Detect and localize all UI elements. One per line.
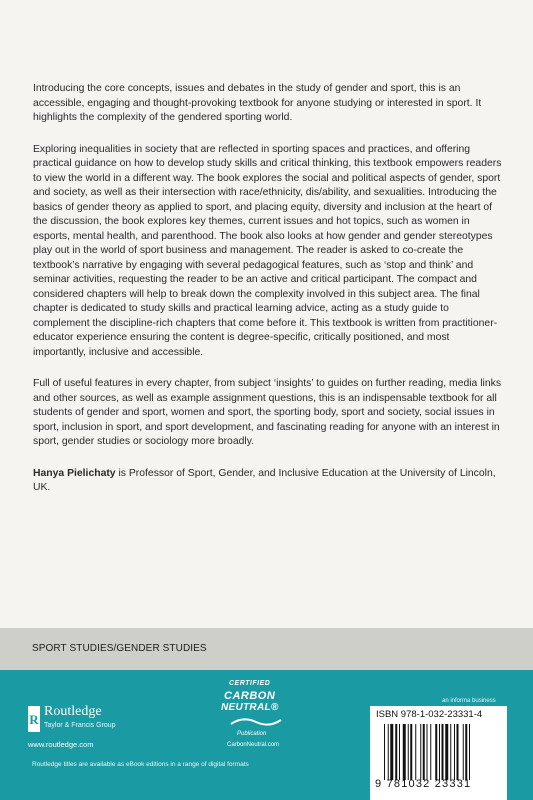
carbon-url: CarbonNeutral.com xyxy=(227,742,280,748)
publisher-name: Routledge xyxy=(44,704,102,719)
back-cover-text xyxy=(33,82,503,513)
informa-text: an informa business xyxy=(442,698,496,704)
carbon-neutral-logo xyxy=(221,676,289,756)
blurb-paragraph-1: Introducing the core concepts, issues and debates in the study of gender and sport, this is an accessible, engaging and thought-provoking textbook for anyone studying or interested in sport. It highlights the complexity of the gendered sporting world. xyxy=(33,83,482,123)
blurb-paragraph-2: Exploring inequalities in society that are reflected in sporting spaces and practices, and offering practical guidance on how to develop study skills and critical thinking, this textbook empowers readers to view the world in a different way. The book explores the social and political aspects of gender, sport and society, as well as their intersection with race/ethnicity, dis/ability, and sexualities. Introducing the basics of gender theory as applied to sport, and placing equity, diversity and inclusion at the heart of the discussion, the book explores key themes, current issues and hot topics, such as women in esports, mental health, and parenthood. The book also looks at how gender and gender stereotypes play out in the world of sport business and management. The reader is asked to co-create the textbook’s narrative by engaging with several pedagogical features, such as ‘stop and think’ and seminar activities, requesting the reader to be an active and critical participant. The compact and considered chapters will help to break down the complexity involved in this subject area. The final chapter is dedicated to study skills and practical learning advice, acting as a study guide to complement the discipline-rich chapters that come before it. This textbook is written from practitioner-educator experience ensuring the content is degree-specific, critically positioned, and most importantly, inclusive and accessible. xyxy=(33,143,502,358)
publisher-footer xyxy=(0,670,533,800)
author-bio-text: is Professor of Sport, Gender, and Inclusive Education at the University of Lincoln, UK. xyxy=(33,467,496,493)
ean-digits: 9 781032 23331 xyxy=(375,778,472,790)
author-bio xyxy=(33,467,503,496)
isbn-barcode xyxy=(370,706,507,800)
ebook-note: Routledge titles are available as eBook editions in a range of digital formats xyxy=(32,761,249,768)
routledge-r-icon xyxy=(28,706,40,732)
carbon-certified-text: CERTIFIED xyxy=(229,680,271,687)
carbon-text: CARBON xyxy=(224,690,276,702)
carbon-publication-text: Publication xyxy=(237,731,267,737)
subject-band xyxy=(0,628,533,670)
publisher-url: www.routledge.com xyxy=(28,740,94,749)
barcode-icon xyxy=(384,724,502,780)
carbon-neutral-text: NEUTRAL® xyxy=(221,702,279,713)
publisher-group: Taylor & Francis Group xyxy=(44,722,116,729)
author-name: Hanya Pielichaty xyxy=(33,467,116,479)
isbn-label: ISBN 978-1-032-23331-4 xyxy=(376,709,483,720)
carbon-wave-icon xyxy=(229,716,283,728)
subject-category: SPORT STUDIES/GENDER STUDIES xyxy=(32,643,207,654)
svg-text:R: R xyxy=(29,712,39,727)
blurb-paragraph-3: Full of useful features in every chapter, from subject ‘insights’ to guides on further reading, media links and other sources, as well as example assignment questions, this is an indispensable textbook for all students of gender and sport, women and sport, the sporting body, sport and society, social issues in sport, inclusion in sport, and sport development, and fascinating reading for anyone with an interest in sport, gender studies or sociology more broadly. xyxy=(33,378,502,447)
